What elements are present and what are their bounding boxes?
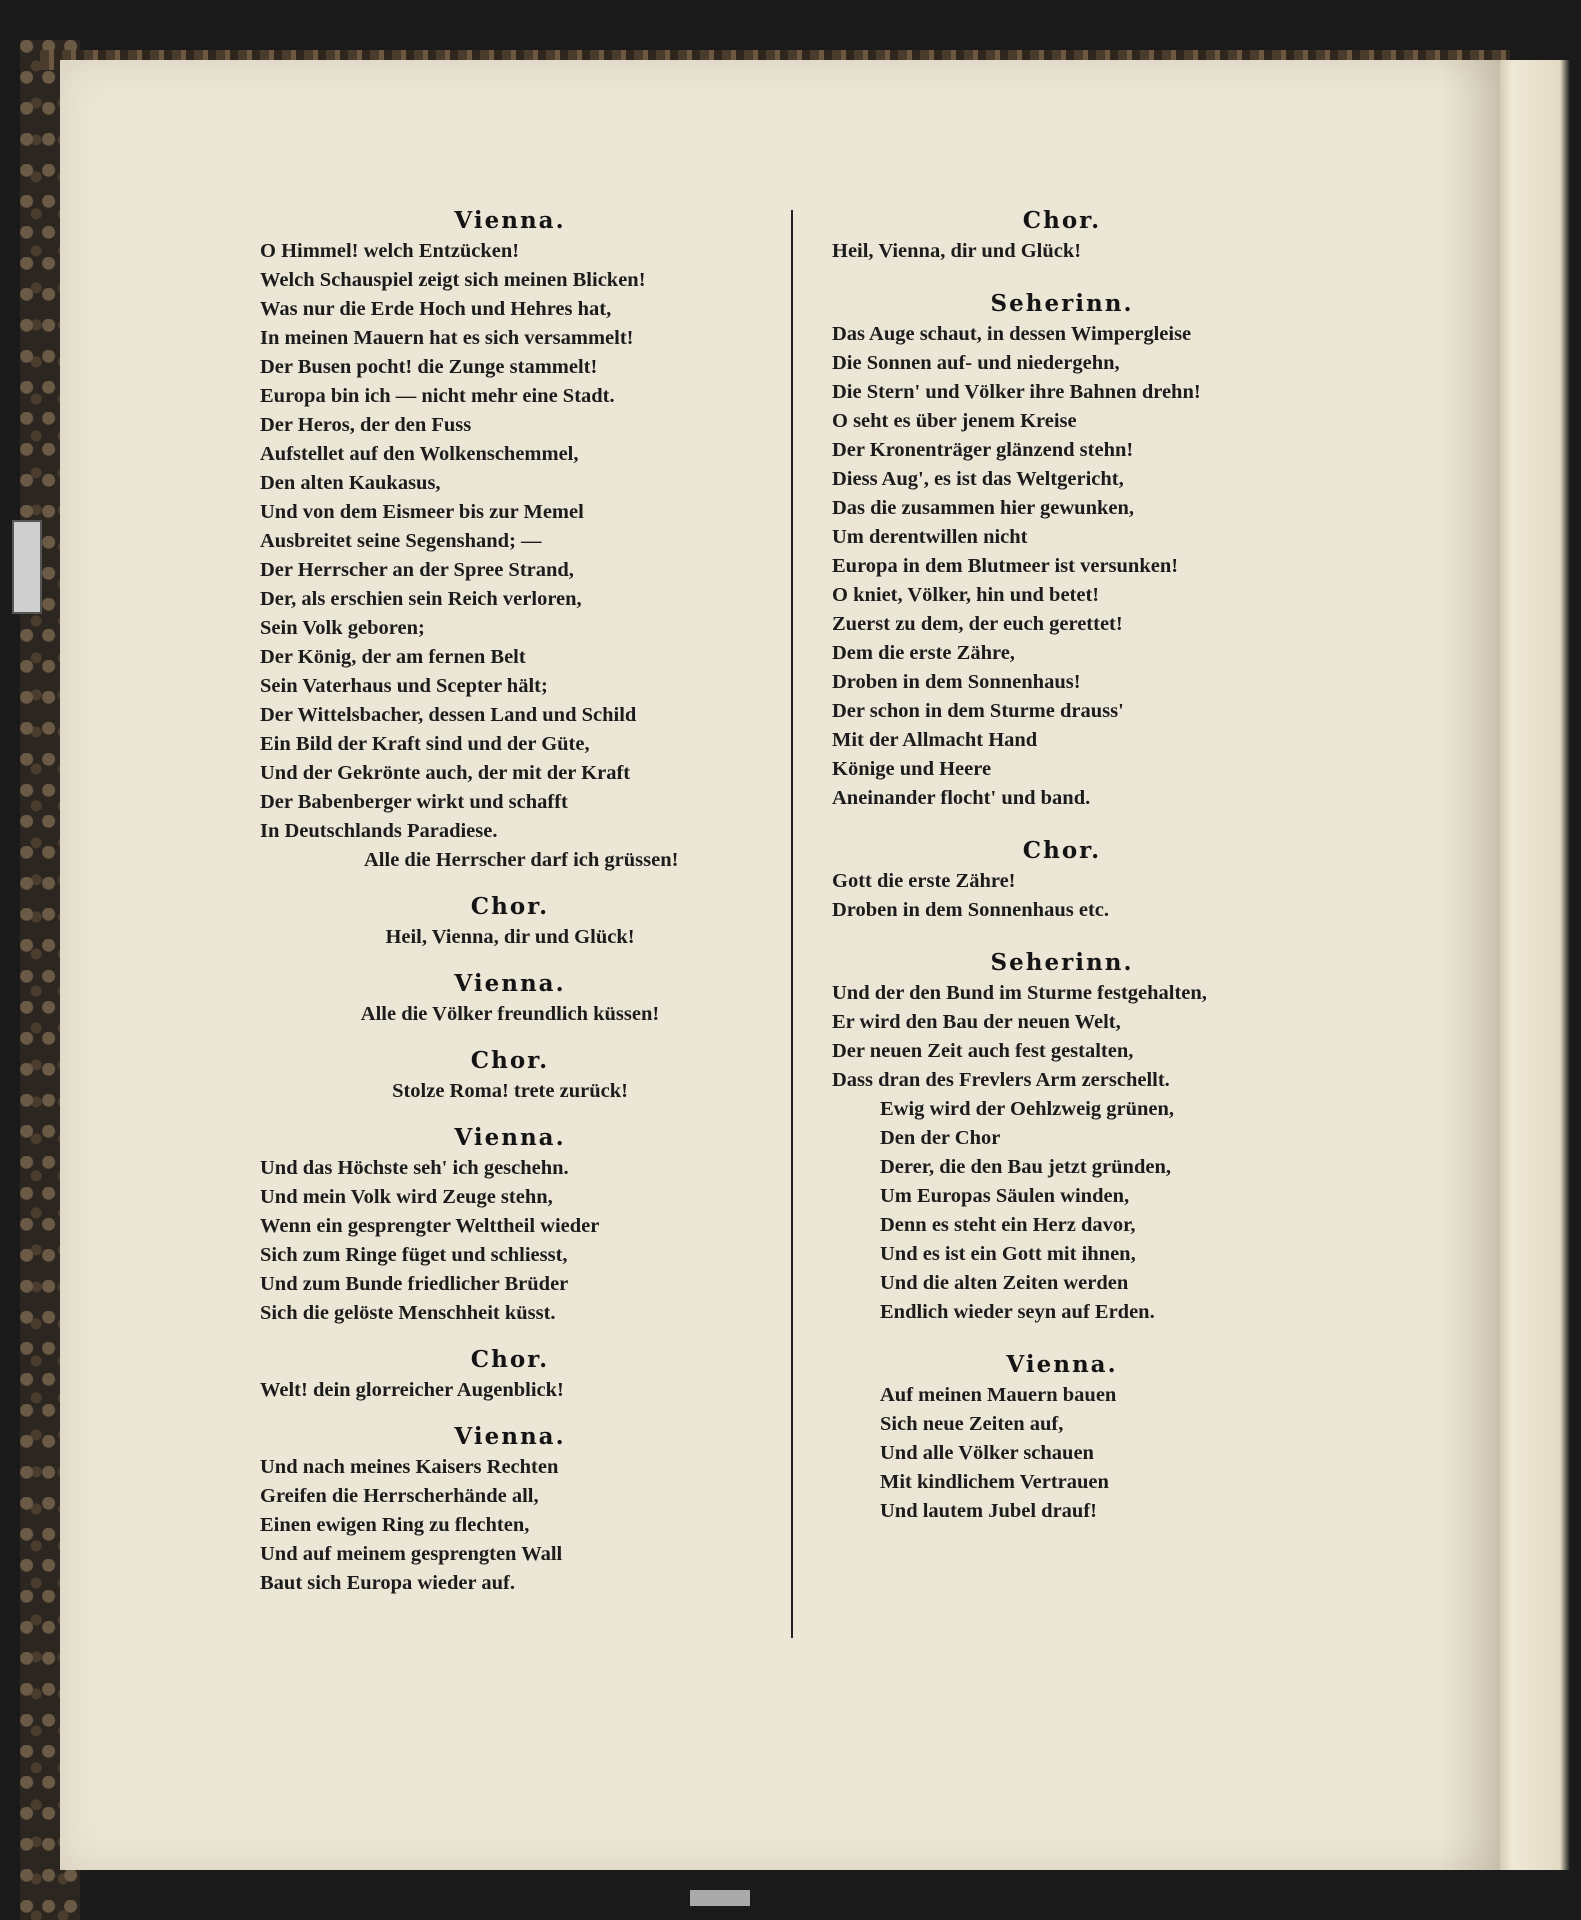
verse-line: Und der Gekrönte auch, der mit der Kraft — [260, 762, 631, 784]
speaker-heading: Seherinn. — [990, 949, 1134, 976]
verse-block — [832, 1381, 1292, 1526]
verse-line: Diess Aug', es ist das Weltgericht, — [832, 468, 1124, 490]
verse-line: Der Heros, der den Fuss — [260, 414, 472, 436]
verse-line: Und lautem Jubel drauf! — [880, 1500, 1097, 1522]
verse-line: Der Babenberger wirkt und schafft — [260, 791, 568, 813]
verse-line: Um derentwillen nicht — [832, 526, 1028, 548]
verse-line: Könige und Heere — [832, 758, 992, 780]
verse-line: Und alle Völker schauen — [880, 1442, 1094, 1464]
verse-line: Dass dran des Frevlers Arm zerschellt. — [832, 1069, 1170, 1091]
verse-line: Alle die Völker freundlich küssen! — [360, 1003, 660, 1025]
gutter-shadow — [1440, 60, 1500, 1870]
verse-line: Und der den Bund im Sturme festgehalten, — [832, 982, 1207, 1004]
verse-line: Den der Chor — [880, 1127, 1001, 1149]
verse-line: Und von dem Eismeer bis zur Memel — [260, 501, 584, 523]
speaker-heading: Vienna. — [1006, 1351, 1118, 1378]
column-divider — [791, 210, 793, 1638]
verse-line: Derer, die den Bau jetzt gründen, — [880, 1156, 1171, 1178]
verse-line: Aneinander flocht' und band. — [832, 787, 1091, 809]
verse-line: Und es ist ein Gott mit ihnen, — [880, 1243, 1136, 1265]
verse-line: Sich die gelöste Menschheit küsst. — [260, 1302, 556, 1324]
verse-line: Droben in dem Sonnenhaus etc. — [832, 899, 1109, 921]
verse-line: Einen ewigen Ring zu flechten, — [260, 1514, 530, 1536]
bottom-label-tab — [690, 1890, 750, 1906]
binding-clasp — [12, 520, 42, 614]
verse-line: Sich neue Zeiten auf, — [880, 1413, 1064, 1435]
verse-line: Sein Volk geboren; — [260, 617, 425, 639]
verse-line: Mit kindlichem Vertrauen — [880, 1471, 1109, 1493]
speaker-heading: Chor. — [1022, 207, 1102, 234]
verse-line: Sein Vaterhaus und Scepter hält; — [260, 675, 548, 697]
verse-line: Der Herrscher an der Spree Strand, — [260, 559, 574, 581]
verse-line: Und die alten Zeiten werden — [880, 1272, 1129, 1294]
verse-block — [832, 867, 1292, 925]
verse-line: Dem die erste Zähre, — [832, 642, 1015, 664]
verse-line: Denn es steht ein Herz davor, — [880, 1214, 1136, 1236]
speaker-heading: Chor. — [470, 1346, 550, 1373]
verse-line: Mit der Allmacht Hand — [832, 729, 1038, 751]
verse-line: O kniet, Völker, hin und betet! — [832, 584, 1100, 606]
verse-line: Der, als erschien sein Reich verloren, — [260, 588, 582, 610]
verse-line: In Deutschlands Paradiese. — [260, 820, 498, 842]
verse-line: Europa in dem Blutmeer ist versunken! — [832, 555, 1179, 577]
verse-block — [832, 320, 1292, 813]
left-column — [260, 205, 760, 1598]
verse-line: Welch Schauspiel zeigt sich meinen Blicken! — [260, 269, 646, 291]
verse-line: Heil, Vienna, dir und Glück! — [832, 240, 1082, 262]
verse-line: O seht es über jenem Kreise — [832, 410, 1077, 432]
verse-line: Und auf meinem gesprengten Wall — [260, 1543, 563, 1565]
verse-line: Die Stern' und Völker ihre Bahnen drehn! — [832, 381, 1201, 403]
speaker-heading: Vienna. — [454, 207, 566, 234]
verse-block — [832, 979, 1292, 1327]
verse-line: Europa bin ich — nicht mehr eine Stadt. — [260, 385, 615, 407]
verse-line: Zuerst zu dem, der euch gerettet! — [832, 613, 1123, 635]
verse-line: Und nach meines Kaisers Rechten — [260, 1456, 559, 1478]
verse-line: Der Kronenträger glänzend stehn! — [832, 439, 1134, 461]
verse-line: Greifen die Herrscherhände all, — [260, 1485, 539, 1507]
speaker-heading: Seherinn. — [990, 290, 1134, 317]
verse-line: Der neuen Zeit auch fest gestalten, — [832, 1040, 1134, 1062]
verse-line: Sich zum Ringe füget und schliesst, — [260, 1244, 568, 1266]
verse-line: O Himmel! welch Entzücken! — [260, 240, 520, 262]
verse-line: Den alten Kaukasus, — [260, 472, 441, 494]
verse-line: Der König, der am fernen Belt — [260, 646, 526, 668]
verse-line: Und das Höchste seh' ich geschehn. — [260, 1157, 569, 1179]
verse-line: Ausbreitet seine Segenshand; — — [260, 530, 542, 552]
verse-line: Und zum Bunde friedlicher Brüder — [260, 1273, 569, 1295]
verse-line: Das Auge schaut, in dessen Wimpergleise — [832, 323, 1192, 345]
verse-line: Der Busen pocht! die Zunge stammelt! — [260, 356, 598, 378]
verse-block — [260, 1453, 760, 1598]
speaker-heading: Chor. — [1022, 837, 1102, 864]
verse-line: Aufstellet auf den Wolkenschemmel, — [260, 443, 579, 465]
verse-line: Heil, Vienna, dir und Glück! — [385, 926, 635, 948]
right-column — [832, 205, 1292, 1526]
verse-line: Was nur die Erde Hoch und Hehres hat, — [260, 298, 612, 320]
facing-page-edge — [1500, 60, 1570, 1870]
verse-line: Ein Bild der Kraft sind und der Güte, — [260, 733, 590, 755]
verse-line: Auf meinen Mauern bauen — [880, 1384, 1117, 1406]
speaker-heading: Chor. — [470, 1047, 550, 1074]
verse-line: Das die zusammen hier gewunken, — [832, 497, 1135, 519]
verse-line: In meinen Mauern hat es sich versammelt! — [260, 327, 634, 349]
verse-line: Droben in dem Sonnenhaus! — [832, 671, 1081, 693]
verse-line: Baut sich Europa wieder auf. — [260, 1572, 515, 1594]
speaker-heading: Vienna. — [454, 970, 566, 997]
verse-block — [260, 237, 760, 875]
verse-line: Und mein Volk wird Zeuge stehn, — [260, 1186, 553, 1208]
verse-line: Der schon in dem Sturme drauss' — [832, 700, 1124, 722]
verse-line: Gott die erste Zähre! — [832, 870, 1016, 892]
speaker-heading: Chor. — [470, 893, 550, 920]
verse-line: Die Sonnen auf- und niedergehn, — [832, 352, 1120, 374]
verse-line: Ewig wird der Oehlzweig grünen, — [880, 1098, 1175, 1120]
speaker-heading: Vienna. — [454, 1423, 566, 1450]
verse-line: Alle die Herrscher darf ich grüssen! — [364, 849, 679, 871]
verse-line: Um Europas Säulen winden, — [880, 1185, 1130, 1207]
speaker-heading: Vienna. — [454, 1124, 566, 1151]
verse-line: Er wird den Bau der neuen Welt, — [832, 1011, 1121, 1033]
verse-line: Stolze Roma! trete zurück! — [392, 1080, 628, 1102]
verse-line: Welt! dein glorreicher Augenblick! — [260, 1379, 564, 1401]
verse-block — [260, 1154, 760, 1328]
verse-line: Endlich wieder seyn auf Erden. — [880, 1301, 1155, 1323]
verse-line: Wenn ein gesprengter Welttheil wieder — [260, 1215, 600, 1237]
verse-line: Der Wittelsbacher, dessen Land und Schild — [260, 704, 637, 726]
